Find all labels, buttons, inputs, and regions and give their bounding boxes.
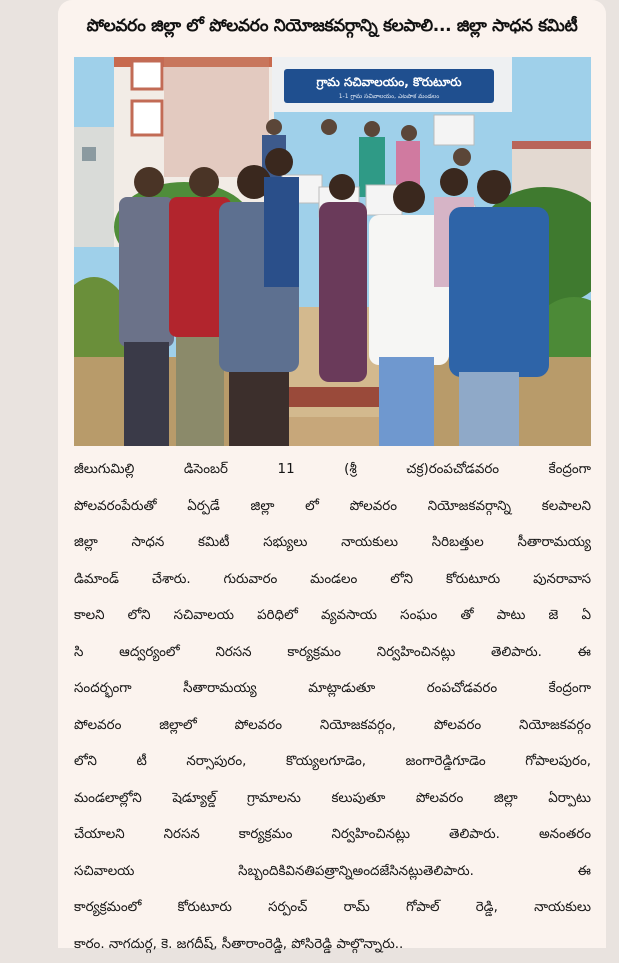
article-line: జీలుగుమిల్లి డిసెంబర్ 11 (శ్రీ చక్ర)రంపచోడవరం కేంద్రంగా xyxy=(74,452,591,489)
headline: పోలవరం జిల్లా లో పోలవరం నియోజకవర్గాన్ని కలపాలి... జిల్లా సాధన కమిటీ xyxy=(70,6,594,50)
signboard-subtext: 1-1 గ్రామ సచివాలయం, ఎటపాక మండలం xyxy=(339,93,440,100)
article-line: పోలవరం జిల్లాలో పోలవరం నియోజకవర్గం, పోలవరం నియోజకవర్గం xyxy=(74,708,591,745)
article-line: కాలని లోని సచివాలయ పరిధిలో వ్యవసాయ సంఘం తో పాటు జె ఏ xyxy=(74,598,591,635)
article-body xyxy=(74,452,591,963)
article-line: సందర్భంగా సీతారామయ్య మాట్లాడుతూ రంపచోడవరం కేంద్రంగా xyxy=(74,671,591,708)
news-photo xyxy=(74,57,591,446)
article-line: జిల్లా సాధన కమిటీ సభ్యులు నాయకులు సిరిబత్తుల సీతారామయ్య xyxy=(74,525,591,562)
article-line: పోలవరంపేరుతో ఏర్పడే జిల్లా లో పోలవరం నియోజకవర్గాన్ని కలపాలని xyxy=(74,489,591,526)
article-line: సచివాలయ సిబ్బందికివినతిపత్రాన్నిఅందజేసినట్లుతెలిపారు. ఈ xyxy=(74,854,591,891)
article-line: లోని టీ నర్సాపురం, కొయ్యలగూడెం, జంగారెడ్డిగూడెం గోపాలపురం, xyxy=(74,744,591,781)
article-line: సి ఆద్వర్యంలో నిరసన కార్యక్రమం నిర్వహించినట్లు తెలిపారు. ఈ xyxy=(74,635,591,672)
article-line: చేయాలని నిరసన కార్యక్రమం నిర్వహించినట్లు తెలిపారు. అనంతరం xyxy=(74,817,591,854)
article-line: కారం. నాగదుర్గ, కె. జగదీష్, సీతారాంరెడ్డి, పోసిరెడ్డి పాల్గొన్నారు.. xyxy=(74,927,591,963)
article-line: మండలాల్లోని షెడ్యూల్డ్ గ్రామాలను కలుపుతూ పోలవరం జిల్లా ఏర్పాటు xyxy=(74,781,591,818)
signboard-text: గ్రామ సచివాలయం, కొరుటూరు xyxy=(315,75,461,90)
newspaper-clipping xyxy=(58,0,606,948)
article-line: కార్యక్రమంలో కోరుటూరు సర్పంచ్ రామ్ గోపాల్ రెడ్డి, నాయకులు xyxy=(74,890,591,927)
protest-photo-illustration xyxy=(74,57,591,446)
article-line: డిమాండ్ చేశారు. గురువారం మండలం లోని కోరుటూరు పునరావాస xyxy=(74,562,591,599)
